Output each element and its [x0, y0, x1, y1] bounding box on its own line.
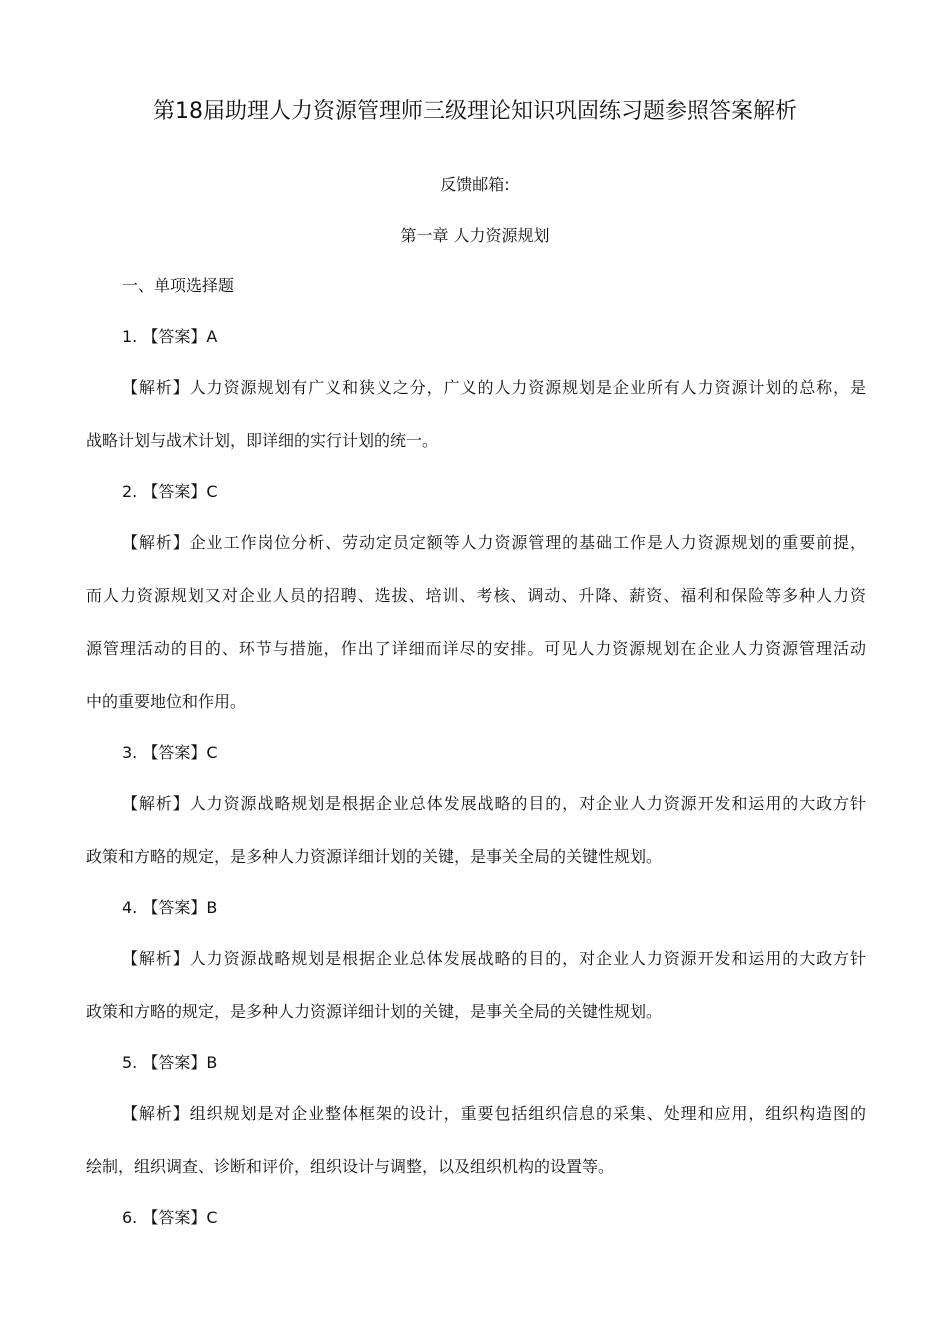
- explanation-1-line-2: 战略计划与战术计划，即详细的实行计划的统一。: [86, 431, 439, 450]
- explanation-4-line-1: 【解析】人力资源战略规划是根据企业总体发展战略的目的，对企业人力资源开发和运用的大政方针: [122, 949, 866, 968]
- explanation-2-line-4: 中的重要地位和作用。: [86, 692, 247, 711]
- explanation-3-line-1: 【解析】人力资源战略规划是根据企业总体发展战略的目的，对企业人力资源开发和运用的大政方针: [122, 794, 866, 813]
- explanation-4-line-2: 政策和方略的规定，是多种人力资源详细计划的关键，是事关全局的关键性规划。: [86, 1002, 663, 1021]
- explanation-5-line-1: 【解析】组织规划是对企业整体框架的设计，重要包括组织信息的采集、处理和应用，组织构造图的: [122, 1104, 866, 1123]
- answer-6: 6. 【答案】C: [122, 1208, 218, 1227]
- answer-4: 4. 【答案】B: [122, 898, 218, 917]
- explanation-2-line-3: 源管理活动的目的、环节与措施，作出了详细而详尽的安排。可见人力资源规划在企业人力资源管理活动: [86, 639, 866, 658]
- chapter-heading: 第一章 人力资源规划: [400, 226, 550, 245]
- section-heading: 一、单项选择题: [122, 276, 235, 295]
- answer-5: 5. 【答案】B: [122, 1053, 218, 1072]
- answer-1: 1. 【答案】A: [122, 327, 218, 346]
- explanation-1-line-1: 【解析】人力资源规划有广义和狭义之分，广义的人力资源规划是企业所有人力资源计划的总称，是: [122, 378, 866, 397]
- feedback-email-label: 反馈邮箱:: [440, 175, 510, 194]
- answer-2: 2. 【答案】C: [122, 482, 218, 501]
- explanation-2-line-1: 【解析】企业工作岗位分析、劳动定员定额等人力资源管理的基础工作是人力资源规划的重要前提，: [122, 533, 866, 552]
- answer-3: 3. 【答案】C: [122, 743, 218, 762]
- explanation-3-line-2: 政策和方略的规定，是多种人力资源详细计划的关键，是事关全局的关键性规划。: [86, 847, 663, 866]
- explanation-2-line-2: 而人力资源规划又对企业人员的招聘、选拔、培训、考核、调动、升降、薪资、福利和保险等多种人力资: [86, 586, 866, 605]
- document-title: 第18届助理人力资源管理师三级理论知识巩固练习题参照答案解析: [153, 99, 797, 124]
- explanation-5-line-2: 绘制，组织调查、诊断和评价，组织设计与调整，以及组织机构的设置等。: [86, 1157, 615, 1176]
